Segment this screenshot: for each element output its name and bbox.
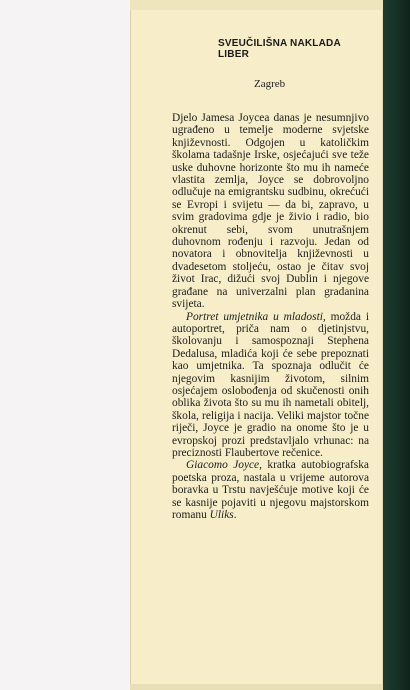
paragraph-3-body: kratka autobiografska poetska proza, nastala u vrijeme autorova boravka u Trstu navješćuje motive koji će se kasnije pojaviti u njegovu majstorskom romanu <box>172 459 369 521</box>
paragraph-3-period: . <box>233 509 237 521</box>
paragraph-2 <box>172 311 369 460</box>
publisher-line-2: LIBER <box>218 49 249 60</box>
publisher-city: Zagreb <box>254 78 286 90</box>
publisher-name <box>218 38 378 60</box>
paragraph-1: Djelo Jamesa Joycea danas je nesumnjivo ugrađeno u temelje moderne svjetske književnosti. Odgojen u katoličkim školama tadašnje Irske, osjećajući sve teže uske duhovne horizonte što mu ih nameće vlastita zemlja, Joyce se dobrovoljno odlučuje na emigrantsku sudbinu, okrećući se Evropi i svijetu — da bi, zapravo, u svim gradovima gdje je živio i radio, bio okrenut sebi, svom unutrašnjem duhovnom rođenju i razvoju. Jedan od novatora i obnovitelja književnosti u dvadesetom stoljeću, ostao je čitav svoj život Irac, dižući svoj Dublin i njegove građane na univerzalni plan gradanina svijeta. <box>172 112 369 311</box>
paragraph-3 <box>172 459 369 521</box>
blurb-text <box>172 112 369 521</box>
book-title-uliks: Uliks <box>209 509 234 521</box>
book-title-giacomo: Giacomo Joyce, <box>186 459 262 472</box>
book-cover-edge <box>383 0 410 690</box>
page-top-edge <box>130 0 383 10</box>
publisher-line-1: SVEUČILIŠNA NAKLADA <box>218 38 341 49</box>
page-bottom-edge <box>130 684 383 690</box>
paragraph-2-body: možda i autoportret, priča nam o djetinjstvu, školovanju i samospoznaji Stephena Dedalusa, mladića koji će sebe prepoznati kao umjetnika. Ta spoznaja odlučit će njegovim kasnijim životom, silnim osjećajem oslobođenja od skučenosti onih oblika života što su mu ih nametali obitelj, škola, religija i nacija. Veliki majstor točne riječi, Joyce je gradio na onome što je u evropskoj prozi predstavljalo vrhunac: na preciznosti Flaubertove rečenice. <box>172 310 369 459</box>
book-title-portret: Portret umjetnika u mladosti, <box>186 310 326 323</box>
